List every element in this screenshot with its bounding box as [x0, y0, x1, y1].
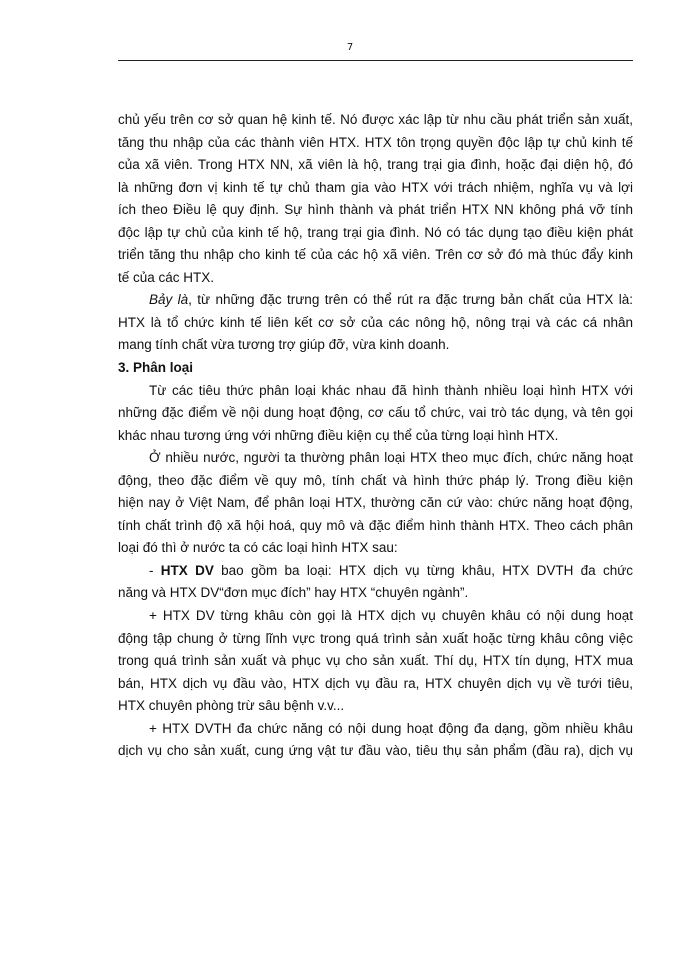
text-line: động tập chung ở từng lĩnh vực trong quá trình sản xuất hoặc từng khâu công việc	[118, 630, 633, 646]
paragraph-4	[118, 447, 633, 560]
paragraph-3	[118, 380, 633, 448]
text-line: năng và HTX DV“đơn mục đích” hay HTX “chuyên ngành”.	[118, 585, 469, 601]
text-line: bán, HTX dịch vụ đầu vào, HTX dịch vụ đầu ra, HTX chuyên dịch vụ về tưới tiêu,	[118, 675, 633, 691]
paragraph-5	[118, 560, 633, 605]
bold-lead: HTX DV	[160, 562, 214, 578]
text-line: triển tăng thu nhập cho kinh tế của các hộ xã viên. Trên cơ sở đó mà thúc đẩy kinh	[118, 247, 633, 263]
text-line: + HTX DVTH đa chức năng có nội dung hoạt động đa dạng, gồm nhiều khâu	[149, 720, 633, 736]
text-line: Từ các tiêu thức phân loại khác nhau đã hình thành nhiều loại hình HTX với	[149, 382, 633, 398]
text-line: HTX là tổ chức kinh tế liên kết cơ sở của các nông hộ, nông trại và các cá nhân	[118, 314, 633, 330]
text-line: chủ yếu trên cơ sở quan hệ kinh tế. Nó được xác lập từ nhu cầu phát triển sản xuất,	[118, 112, 633, 127]
text-line: tế của các HTX.	[118, 269, 215, 285]
text-run: -	[149, 562, 161, 578]
header-rule	[118, 60, 633, 61]
text-line	[118, 289, 633, 312]
text-run: , từ những đặc trưng trên có thể rút ra đặc trưng bản chất của HTX là:	[188, 292, 633, 308]
paragraph-6	[118, 605, 633, 718]
text-line: tăng thu nhập của các thành viên HTX. HTX tôn trọng quyền độc lập tự chủ kinh tế	[118, 134, 633, 150]
paragraph-1	[118, 109, 633, 289]
text-line: trong quá trình sản xuất và phục vụ cho sản xuất. Thí dụ, HTX tín dụng, HTX mua	[118, 653, 633, 669]
text-line: khác nhau tương ứng với những điều kiện cụ thể của từng loại hình HTX.	[118, 427, 559, 443]
text-line: + HTX DV từng khâu còn gọi là HTX dịch vụ chuyên khâu có nội dung hoạt	[149, 608, 633, 624]
text-line: là những đơn vị kinh tế tự chủ tham gia vào HTX với trách nhiệm, nghĩa vụ và lợi	[118, 179, 633, 195]
text-line: ích theo Điều lệ quy định. Sự hình thành và phát triển HTX NN không phá vỡ tính	[118, 202, 633, 218]
text-line: độc lập tự chủ của kinh tế hộ, trang trại gia đình. Nó có tác dụng tạo điều kiện phát	[118, 224, 633, 240]
text-line	[118, 560, 633, 583]
text-line: HTX chuyên phòng trừ sâu bệnh v.v...	[118, 698, 345, 714]
text-line: động, theo đặc điểm về quy mô, tính chất và hình thức pháp lý. Trong điều kiện	[118, 472, 633, 488]
text-line: loại đó thì ở nước ta có các loại hình HTX sau:	[118, 540, 398, 556]
section-heading	[118, 357, 633, 380]
text-run: bao gồm ba loại: HTX dịch vụ từng khâu, HTX DVTH đa chức	[213, 562, 633, 578]
text-line: của xã viên. Trong HTX NN, xã viên là hộ, trang trại gia đình, hoặc đại diện hộ, đó	[118, 157, 633, 173]
heading-text: 3. Phân loại	[118, 360, 194, 376]
italic-lead: Bảy là	[149, 292, 189, 308]
text-line: dịch vụ cho sản xuất, cung ứng vật tư đầu vào, tiêu thụ sản phẩm (đầu ra), dịch vụ	[118, 743, 633, 759]
paragraph-2	[118, 289, 633, 357]
paragraph-7	[118, 718, 633, 763]
text-line: hiện nay ở Việt Nam, để phân loại HTX, thường căn cứ vào: chức năng hoạt động,	[118, 495, 633, 511]
text-line: Ở nhiều nước, người ta thường phân loại HTX theo mục đích, chức năng hoạt	[149, 450, 633, 466]
text-line: những đặc điểm về nội dung hoạt động, cơ cấu tổ chức, vai trò tác dụng, và tên gọi	[118, 405, 633, 421]
document-body	[118, 109, 633, 763]
text-line: mang tính chất vừa tương trợ giúp đỡ, vừa kinh doanh.	[118, 337, 450, 353]
page-number: 7	[346, 42, 354, 53]
text-line: tính chất trình độ xã hội hoá, quy mô và đặc điểm hình thành HTX. Theo cách phân	[118, 517, 633, 533]
